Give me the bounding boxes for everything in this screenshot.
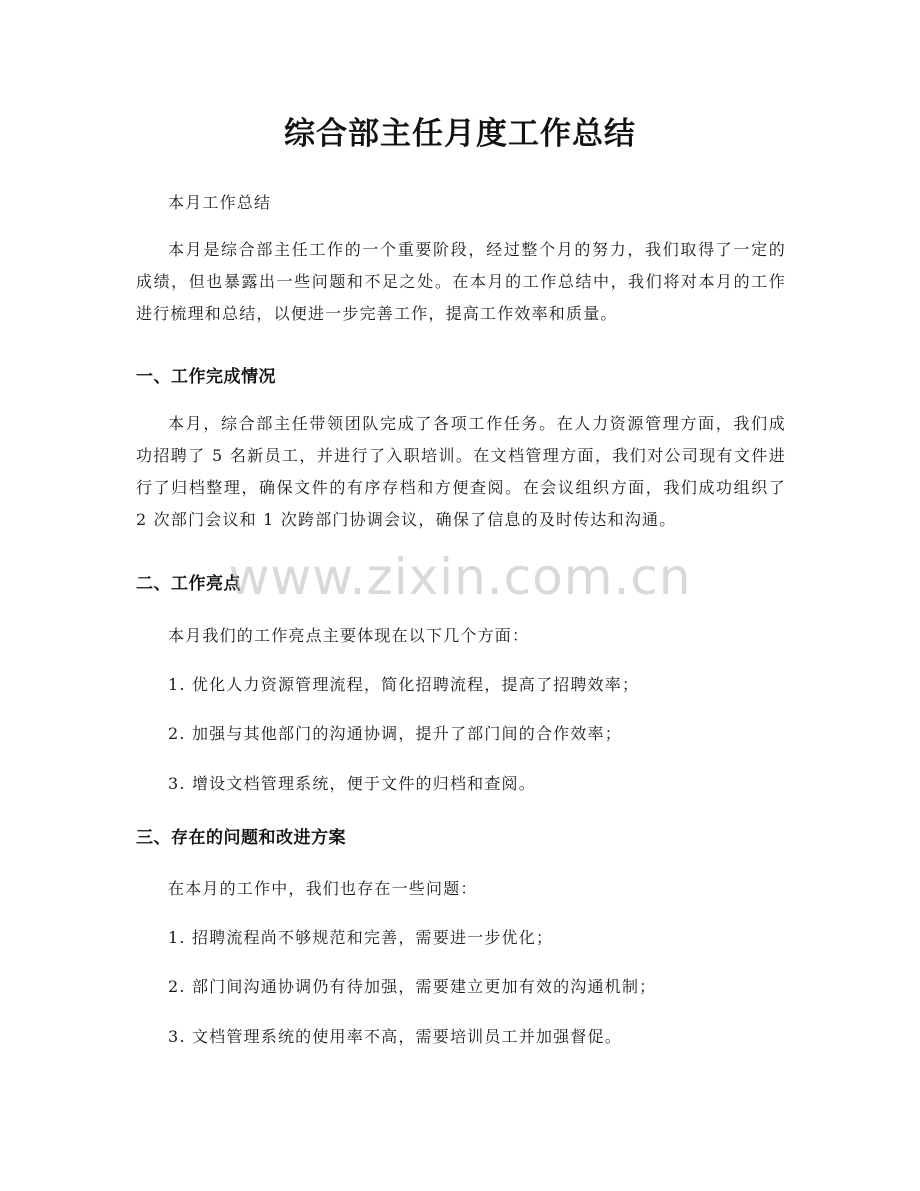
list-item: 1. 优化人力资源管理流程，简化招聘流程，提高了招聘效率； — [168, 675, 640, 694]
list-item: 3. 增设文档管理系统，便于文件的归档和查阅。 — [168, 774, 536, 793]
completion-paragraph: 本月，综合部主任带领团队完成了各项工作任务。在人力资源管理方面，我们成功招聘了 5 名新员工，并进行了入职培训。在文档管理方面，我们对公司现有文件进行了归档整理，确保文件的有序存档和方便查阅。在会议组织方面，我们成功组织了 2 次部门会议和 1 次跨部门协调会议，确保了信息的及时传达和沟通。 — [136, 414, 786, 529]
intro-label: 本月工作总结 — [168, 193, 272, 212]
highlights-lead: 本月我们的工作亮点主要体现在以下几个方面： — [168, 626, 530, 645]
section-heading-completion: 一、工作完成情况 — [136, 367, 276, 387]
list-item: 2. 加强与其他部门的沟通协调，提升了部门间的合作效率； — [168, 724, 622, 743]
list-item: 3. 文档管理系统的使用率不高，需要培训员工并加强督促。 — [168, 1027, 622, 1046]
section-heading-problems: 三、存在的问题和改进方案 — [136, 828, 346, 848]
section-heading-highlights: 二、工作亮点 — [136, 574, 241, 594]
list-item: 2. 部门间沟通协调仍有待加强，需要建立更加有效的沟通机制； — [168, 977, 657, 996]
watermark-text: www.zixin.com.cn — [228, 548, 692, 606]
document-title: 综合部主任月度工作总结 — [284, 116, 636, 152]
intro-paragraph: 本月是综合部主任工作的一个重要阶段，经过整个月的努力，我们取得了一定的成绩，但也暴露出一些问题和不足之处。在本月的工作总结中，我们将对本月的工作进行梳理和总结，以便进一步完善工作，提高工作效率和质量。 — [136, 240, 786, 323]
list-item: 1. 招聘流程尚不够规范和完善，需要进一步优化； — [168, 928, 554, 947]
problems-lead: 在本月的工作中，我们也存在一些问题： — [168, 879, 478, 898]
